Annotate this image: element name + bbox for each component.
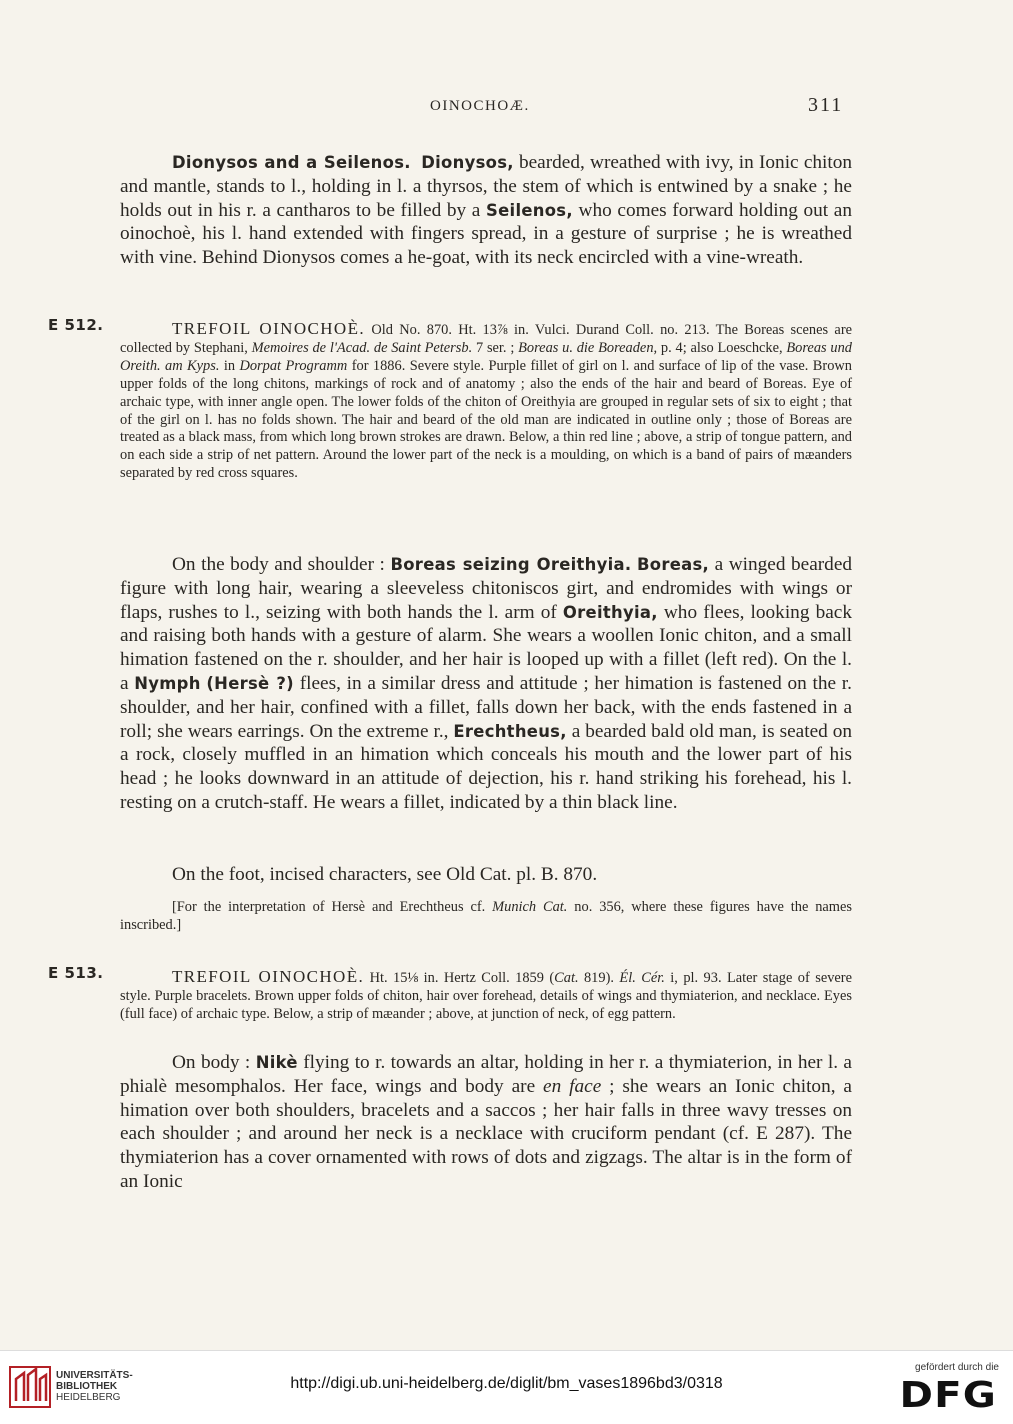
paragraph-boreas: On the body and shoulder : Boreas seizing Oreithyia. Boreas, a winged bearded figure with long hair, wearing a sleeveless chitoniscos girt, and endromides with wings or flaps, rushes to l., seizing with both hands the l. arm of Oreithyia, who flees, looking back and raising both hands with a gesture of alarm. She wears a woollen Ionic chiton, and a small himation fastened on the r. shoulder, and her hair is looped up with a fillet (left red). On the l. a Nymph (Hersè ?) flees, in a similar dress and attitude ; her himation is fastened on the r. shoulder, and her hair, confined with a fillet, falls down her back, with the ends fastened in a roll; she wears earrings. On the extreme r., Erechtheus, a bearded bald old man, is seated on a rock, closely muffled in an himation which conceals his mouth and the lower part of his head ; he looks downward in an attitude of dejection, his r. hand striking his forehead, his l. resting on a crutch-staff. He wears a fillet, indicated by a thin black line. [120, 554, 853, 813]
paragraph-nike: On body : Nikè flying to r. towards an altar, holding in her r. a thymiaterion, in her l. a phialè mesomphalos. Her face, wings and body are en face ; she wears an Ionic chiton, a himation over both shoulders, bracelets and a saccos ; her hair falls in three wavy tresses on each shoulder ; and around her neck is a necklace with cruciform pendant (cf. E 287). The thymiaterion has a cover ornamented with rows of dots and zigzags. The altar is in the form of an Ionic [120, 1052, 852, 1192]
entry-heading: TREFOIL OINOCHOÈ. [172, 967, 365, 986]
dfg-logo: DFG [899, 1375, 997, 1416]
digitization-footer [0, 1350, 1013, 1424]
entry-heading: TREFOIL OINOCHOÈ. [172, 319, 366, 338]
university-library-name: UNIVERSITÄTS- BIBLIOTHEK HEIDELBERG [56, 1370, 133, 1403]
permalink-url[interactable]: http://digi.ub.uni-heidelberg.de/diglit/bm_vases1896bd3/0318 [290, 1375, 723, 1392]
entry-number-e513: E 513. [48, 964, 104, 982]
running-title: OINOCHOÆ. [430, 98, 530, 114]
paragraph-foot: On the foot, incised characters, see Old Cat. pl. B. 870. [172, 864, 598, 885]
running-header [0, 94, 1013, 122]
interpretation-note: [For the interpretation of Hersè and Erechtheus cf. Munich Cat. no. 356, where these figures have the names inscribed.] [120, 899, 852, 933]
paragraph-dionysos: Dionysos and a Seilenos. Dionysos, bearded, wreathed with ivy, in Ionic chiton and mantle, stands to l., holding in l. a thyrsos, the stem of which is entwined by a snake ; he holds out in his r. a cantharos to be filled by a Seilenos, who comes forward holding out an oinochoè, his l. hand extended with fingers spread, in a gesture of surprise ; he is wreathed with vine. Behind Dionysos comes a he-goat, with its neck encircled with a vine-wreath. [120, 152, 853, 269]
funding-label: gefördert durch die [915, 1362, 999, 1373]
entry-description-e513: TREFOIL OINOCHOÈ. Ht. 15⅛ in. Hertz Coll. 1859 (Cat. 819). Él. Cér. i, pl. 93. Later stage of severe style. Purple bracelets. Brown upper folds of chiton, hair over forehead, details of wings and thymiaterion, and necklace. Eyes (full face) of archaic type. Below, a strip of mæander ; above, at junction of neck, of egg pattern. [120, 967, 852, 1022]
page-number: 311 [808, 94, 844, 116]
entry-number-e512: E 512. [48, 316, 104, 334]
entry-description-e512: TREFOIL OINOCHOÈ. Old No. 870. Ht. 13⅞ in. Vulci. Durand Coll. no. 213. The Boreas scenes are collected by Stephani, Memoires de l'Acad. de Saint Petersb. 7 ser. ; Boreas u. die Boreaden, p. 4; also Loeschcke, Boreas und Oreith. am Kyps. in Dorpat Programm for 1886. Severe style. Purple fillet of girl on l. and surface of lip of the vase. Brown upper folds of the long chitons, markings of rock and of anatomy ; also the ends of the hair and beard of Boreas. Eye of archaic type, with inner angle open. The lower folds of the chiton of Oreithyia are grouped in regular sets of six to eight ; that of the girl on l. has no folds shown. The hair and beard of the old man are indicated in outline only ; those of Boreas are treated as a black mass, from which long brown strokes are drawn. Below, a thin red line ; above, a strip of tongue pattern, and on each side a strip of net pattern. Around the lower part of the neck is a moulding, on which is a band of pairs of mæanders separated by red cross squares. [120, 319, 852, 482]
